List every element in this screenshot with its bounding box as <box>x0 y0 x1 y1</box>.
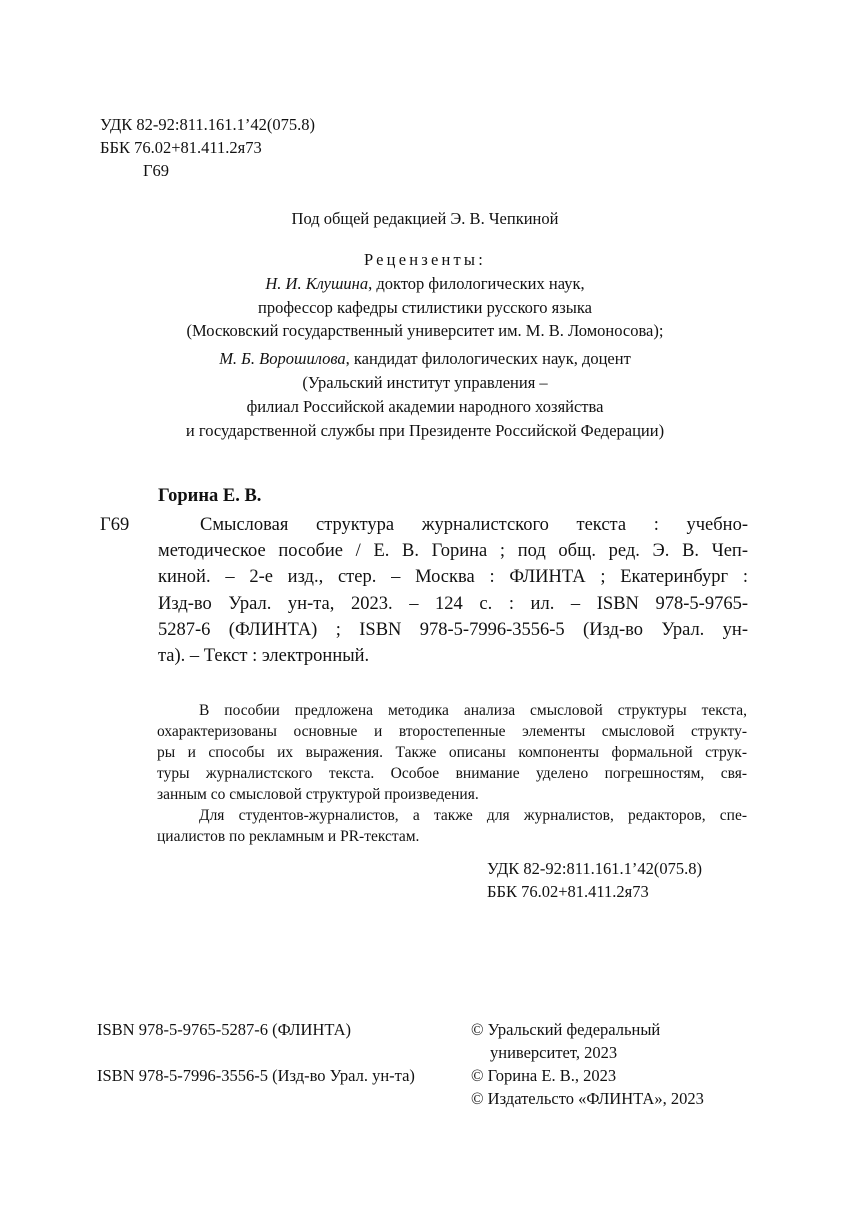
bib-description <box>158 512 748 669</box>
reviewers-title: Рецензенты: <box>363 250 487 269</box>
bib-line: методическое пособие / Е. В. Горина ; под общ. ред. Э. В. Чеп- <box>158 541 748 562</box>
annotation-line: В пособии предложена методика анализа смысловой структуры текста, <box>199 702 747 719</box>
annotation-line: охарактеризованы основные и второстепенные элементы смысловой структу- <box>157 723 747 740</box>
reviewer-1-line-3: (Московский государственный университет им. М. В. Ломоносова); <box>186 321 664 341</box>
footer-isbn-2: ISBN 978-5-7996-3556-5 (Изд-во Урал. ун-та) <box>97 1066 415 1085</box>
footer-isbn-1: ISBN 978-5-9765-5287-6 (ФЛИНТА) <box>97 1020 352 1039</box>
bib-line: киной. – 2-е изд., стер. – Москва : ФЛИНТА ; Екатеринбург : <box>158 567 748 588</box>
copyright-2: © Горина Е. В., 2023 <box>471 1066 617 1085</box>
annotation <box>157 700 747 847</box>
copyright-1-line-1: © Уральский федеральный <box>471 1020 661 1039</box>
annotation-line: ры и способы их выражения. Также описаны компоненты формальной струк- <box>157 744 747 761</box>
reviewer-2-line-3: филиал Российской академии народного хозяйства <box>246 396 604 416</box>
reviewer-1-name: Н. И. Клушина <box>265 273 369 293</box>
bib-author: Горина Е. В. <box>158 486 262 506</box>
reviewer-1-degree: , доктор филологических наук, <box>368 273 585 293</box>
reviewer-2-name: М. Б. Ворошилова <box>219 349 346 369</box>
bib-mark: Г69 <box>100 515 130 535</box>
copyright-1-line-2: университет, 2023 <box>490 1043 618 1062</box>
reviewer-1-line-1 <box>60 272 790 296</box>
bib-line: Изд-во Урал. ун-та, 2023. – 124 с. : ил. – ISBN 978-5-9765- <box>158 593 748 614</box>
annotation-line: циалистов по рекламным и PR-текстам. <box>157 828 420 845</box>
bib-line: та). – Текст : электронный. <box>158 646 370 667</box>
bib-line: 5287-6 (ФЛИНТА) ; ISBN 978-5-7996-3556-5 (Изд-во Урал. ун- <box>158 619 748 640</box>
copyright-3: © Издательсто «ФЛИНТА», 2023 <box>471 1089 704 1108</box>
annotation-udk: УДК 82-92:811.161.1’42(075.8) <box>487 859 702 878</box>
bib-line: Смысловая структура журналистского текста : учебно- <box>200 515 748 535</box>
annotation-bbk: ББК 76.02+81.411.2я73 <box>487 882 649 901</box>
header-bbk: ББК 76.02+81.411.2я73 <box>100 138 262 157</box>
reviewer-2-line-2: (Уральский институт управления – <box>302 372 548 392</box>
editor-line: Под общей редакцией Э. В. Чепкиной <box>291 209 559 228</box>
reviewer-2-degree: , кандидат филологических наук, доцент <box>345 349 631 369</box>
annotation-line: занным со смысловой структурой произведения. <box>157 786 479 803</box>
header-udk: УДК 82-92:811.161.1’42(075.8) <box>100 115 315 134</box>
annotation-line: Для студентов-журналистов, а также для журналистов, редакторов, спе- <box>199 807 747 824</box>
reviewer-2-line-1 <box>60 347 790 371</box>
header-author-mark: Г69 <box>143 161 170 180</box>
reviewer-2-line-4: и государственной службы при Президенте Российской Федерации) <box>185 420 665 440</box>
reviewer-1-line-2: профессор кафедры стилистики русского языка <box>258 297 592 317</box>
reviewers-block <box>60 248 790 442</box>
annotation-line: туры журналистского текста. Особое внимание уделено погрешностям, свя- <box>157 765 747 782</box>
